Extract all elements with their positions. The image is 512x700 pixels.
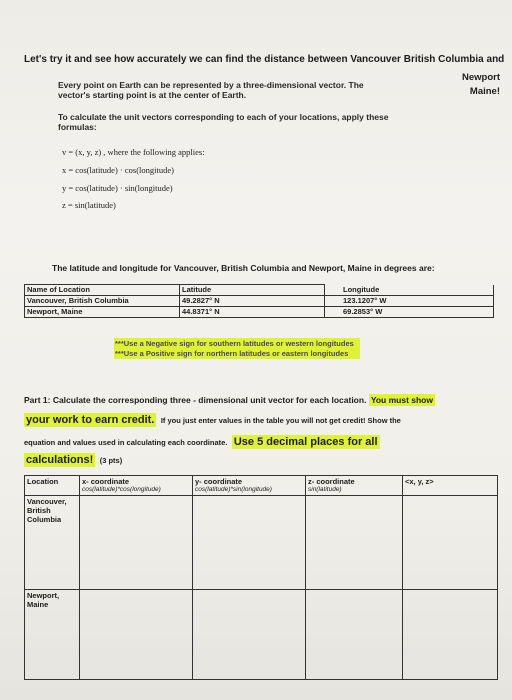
formula-z: z = sin(latitude) <box>62 200 116 210</box>
intro-title: Let's try it and see how accurately we can find the distance between Vancouver British Columbia and <box>24 54 505 65</box>
header-y-formula: cos(latitude)*sin(longitude) <box>195 486 272 493</box>
cell-z-vancouver[interactable] <box>306 496 403 590</box>
cell-latitude: 44.8371° N <box>180 307 325 318</box>
part1-line-3 <box>24 432 380 450</box>
part1-text-c: equation and values used in calculating each coordinate. <box>24 438 228 447</box>
table-row <box>25 496 498 590</box>
title-right-line-1: Newport <box>462 72 500 83</box>
coordinates-table <box>24 284 494 318</box>
header-y-label: y- coordinate <box>195 477 243 486</box>
cell-vector-newport[interactable] <box>403 590 498 680</box>
header-latitude: Latitude <box>180 285 325 296</box>
header-z-formula: sin(latitude) <box>308 486 342 493</box>
table-row <box>25 285 494 296</box>
header-vector: <x, y, z> <box>403 476 498 496</box>
title-right-line-2: Maine! <box>469 86 500 97</box>
header-location: Name of Location <box>25 285 180 296</box>
note-positive: ***Use a Positive sign for northern latitudes or eastern longitudes <box>115 349 349 358</box>
header-y <box>193 476 306 496</box>
row-newport: Newport, Maine <box>25 590 80 680</box>
cell-latitude: 49.2827° N <box>180 296 325 307</box>
header-x <box>80 476 193 496</box>
part1-line-4 <box>24 450 122 468</box>
header-z-label: z- coordinate <box>308 477 355 486</box>
header-x-label: x- coordinate <box>82 477 130 486</box>
header-z <box>306 476 403 496</box>
table-row <box>25 296 494 307</box>
cell-vector-vancouver[interactable] <box>403 496 498 590</box>
cell-y-vancouver[interactable] <box>193 496 306 590</box>
intro-paragraph-1 <box>58 80 364 100</box>
table-row <box>25 307 494 318</box>
part1-highlight-a: You must show <box>370 395 433 405</box>
vector-table <box>24 475 498 680</box>
part1-highlight-c: Use 5 decimal places for all <box>233 436 378 448</box>
lat-long-heading: The latitude and longitude for Vancouver, British Columbia and Newport, Maine in degrees are: <box>52 263 435 273</box>
header-longitude: Longitude <box>325 285 494 296</box>
cell-longitude: 69.2853° W <box>325 307 494 318</box>
formula-y: y = cos(latitude) · sin(longitude) <box>62 183 173 193</box>
table-row <box>25 476 498 496</box>
para2-line-1: To calculate the unit vectors corresponding to each of your locations, apply these <box>58 112 389 122</box>
part1-highlight-d: calculations! <box>26 454 94 466</box>
para1-line-1: Every point on Earth can be represented by a three-dimensional vector. The <box>58 80 364 90</box>
intro-title-right <box>462 71 500 99</box>
cell-x-newport[interactable] <box>80 590 193 680</box>
cell-location: Vancouver, British Columbia <box>25 296 180 307</box>
part1-line-1 <box>24 395 435 405</box>
cell-z-newport[interactable] <box>306 590 403 680</box>
header-x-formula: cos(latitude)*cos(longitude) <box>82 486 161 493</box>
part1-text-b: If you just enter values in the table you will not get credit! Show the <box>160 416 401 425</box>
part1-points: (3 pts) <box>99 456 123 465</box>
row-vancouver: Vancouver, British Columbia <box>25 496 80 590</box>
intro-paragraph-2 <box>58 112 388 132</box>
cell-y-newport[interactable] <box>193 590 306 680</box>
para2-line-2: formulas: <box>58 122 97 132</box>
formula-v: v = (x, y, z) , where the following applies: <box>62 147 205 157</box>
cell-location: Newport, Maine <box>25 307 180 318</box>
part1-line-2 <box>24 410 401 428</box>
part1-text-a: Part 1: Calculate the corresponding three - dimensional unit vector for each location. <box>24 395 367 405</box>
note-negative: ***Use a Negative sign for southern latitudes or western longitudes <box>115 339 354 348</box>
para1-line-2: vector's starting point is at the center of Earth. <box>58 90 247 100</box>
header-location: Location <box>25 476 80 496</box>
cell-x-vancouver[interactable] <box>80 496 193 590</box>
part1-highlight-b: your work to earn credit. <box>26 414 155 426</box>
table-row <box>25 590 498 680</box>
cell-longitude: 123.1207° W <box>325 296 494 307</box>
formula-x: x = cos(latitude) · cos(longitude) <box>62 165 174 175</box>
